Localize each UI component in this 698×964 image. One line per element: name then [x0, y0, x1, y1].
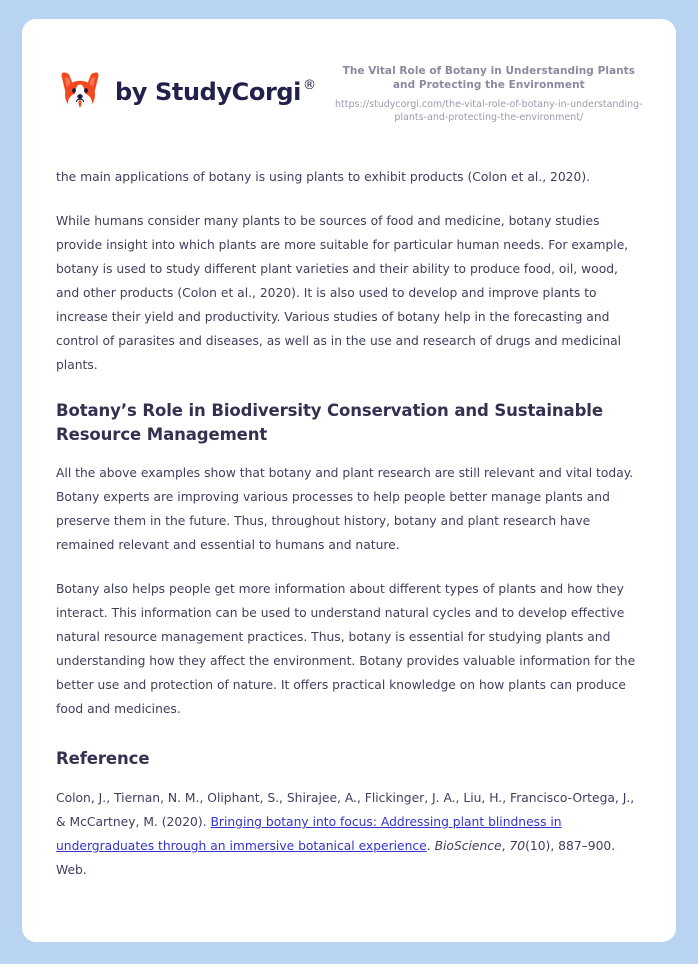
- document-header: [22, 19, 676, 124]
- corgi-logo-icon: [56, 68, 104, 116]
- section-heading: Botany’s Role in Biodiversity Conservation and Sustainable Resource Management: [56, 401, 603, 444]
- brand-name: [115, 78, 316, 106]
- reference-link[interactable]: Bringing botany into focus: Addressing plant blindness in undergraduates through an immersive botanical experience: [56, 815, 562, 853]
- paragraph-4: Botany also helps people get more information about different types of plants and how they interact. This information can be used to understand natural cycles and to develop effective natural resource management practices. Thus, botany is essential for studying plants and understanding how they affect the environment. Botany provides valuable information for the better use and protection of nature. It offers practical knowledge on how plants can produce food and medicines.: [56, 582, 636, 716]
- reference-entry: [56, 786, 643, 882]
- brand-name-text: by StudyCorgi: [115, 78, 301, 106]
- brand-logo[interactable]: [56, 62, 316, 116]
- reference-journal: BioScience: [434, 839, 502, 853]
- reference-volume: 70: [509, 839, 526, 853]
- reference-after-link: .: [426, 839, 435, 853]
- paragraph-1: the main applications of botany is using plants to exhibit products (Colon et al., 2020).: [56, 170, 591, 184]
- document-url[interactable]: https://studycorgi.com/the-vital-role-of-botany-in-understanding-plants-and-protecting-the-environment/: [335, 99, 643, 123]
- registered-trademark-icon: ®: [303, 78, 316, 93]
- document-body: [22, 165, 676, 882]
- reference-authors: Colon, J., Tiernan, N. M., Oliphant, S., Shirajee, A., Flickinger, J. A., Liu, H., Francisco-Ortega, J., & McCartney, M. (2020).: [56, 791, 635, 829]
- reference-issue-pages: (10), 887–900. Web.: [56, 839, 616, 877]
- reference-heading: Reference: [56, 749, 150, 768]
- document-page-card: [22, 19, 676, 942]
- paragraph-3: All the above examples show that botany and plant research are still relevant and vital today. Botany experts are improving various processes to help people better manage plants and preserve them in the future. Thus, throughout history, botany and plant research have remained relevant and essential to humans and nature.: [56, 466, 634, 552]
- paragraph-2: While humans consider many plants to be sources of food and medicine, botany studies provide insight into which plants are more suitable for particular human needs. For example, botany is used to study different plant varieties and their ability to produce food, oil, wood, and other products (Colon et al., 2020). It is also used to develop and improve plants to increase their yield and productivity. Various studies of botany help in the forecasting and control of parasites and diseases, as well as in the use and research of drugs and medicinal plants.: [56, 214, 629, 372]
- document-title: The Vital Role of Botany in Understanding Plants and Protecting the Environment: [342, 65, 635, 91]
- header-meta: [316, 62, 644, 124]
- reference-journal-separator: ,: [501, 839, 510, 853]
